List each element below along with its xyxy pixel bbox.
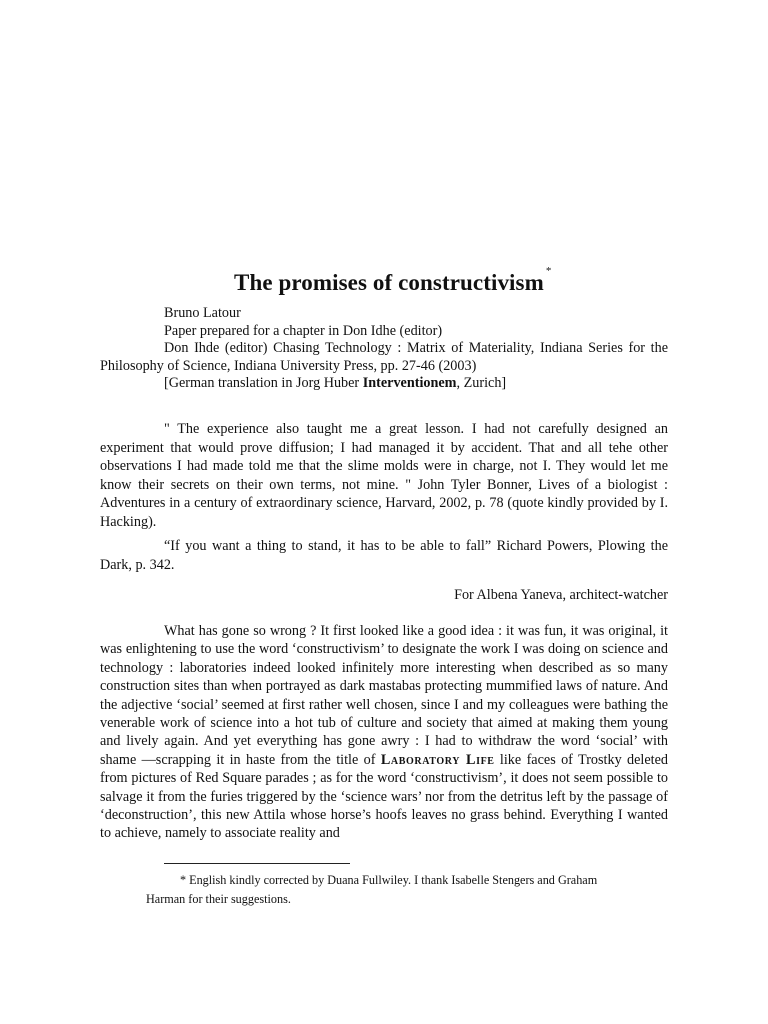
citation-line: Don Ihde (editor) Chasing Technology : Matrix of Materiality, Indiana Series for the Philosophy of Science, Indiana University Press, pp. 27-46 (2003) <box>100 340 668 374</box>
paper-title <box>234 265 552 296</box>
epigraph-bonner <box>100 420 668 532</box>
epigraph-powers-text: “If you want a thing to stand, it has to be able to fall” Richard Powers, Plowing the Dark, p. 342. <box>100 538 668 573</box>
epigraph-bonner-text: " The experience also taught me a great lesson. I had not carefully designed an experiment that would prove diffusion; I had managed it by accident. That and all tehe other observations I had made told me that the slime molds were in charge, not I. They would let me know their secrets on their own terms, not mine. " John Tyler Bonner, Lives of a biologist : Adventures in a century of extraordinary science, Harvard, 2002, p. 78 (quote kindly provided by I. Hacking). <box>100 421 668 530</box>
translation-suffix: , Zurich] <box>456 375 507 391</box>
footnote-separator <box>164 863 350 864</box>
paper-metadata <box>100 305 668 393</box>
translation-prefix: [German translation in Jorg Huber <box>164 375 363 391</box>
epigraph-powers <box>100 537 668 574</box>
body-text-part-1: What has gone so wrong ? It first looked like a good idea : it was fun, it was original, it was enlightening to use the word ‘constructivism’ to designate the work I was doing on science and technology : laboratories indeed looked infinitely more interesting when described as so many construction sites than when portrayed as dark mastabas protecting mummified laws of nature. And the adjective ‘social’ seemed at first rather well chosen, since I and my colleagues were bathing the venerable work of science into a hot tub of culture and society that aimed at making them young and lively again. And yet everything has gone awry : I had to withdraw the word ‘social’ with shame —scrapping it in haste from the title of <box>100 623 668 768</box>
author-line: Bruno Latour <box>164 305 241 321</box>
chapter-note: Paper prepared for a chapter in Don Idhe (editor) <box>164 322 443 339</box>
footnote-text: * English kindly corrected by Duana Fullwiley. I thank Isabelle Stengers and Graham Harman for their suggestions. <box>146 873 598 906</box>
dedication: For Albena Yaneva, architect-watcher <box>454 587 668 603</box>
body-paragraph <box>100 622 668 843</box>
footnote <box>146 871 626 908</box>
book-title-laboratory-life: Laboratory Life <box>380 751 495 768</box>
translation-line <box>100 375 668 393</box>
title-footnote-marker: * <box>545 265 552 277</box>
body-text-part-2: like faces of Trostky deleted from pictures of Red Square parades ; as for the word ‘constructivism’, it does not seem possible to salvage it from the furies triggered by the ‘science wars’ nor from the detritus left by the passage of ‘deconstruction’, this new Attila whose horse’s hoofs leaves no grass behind. Everything I wanted to achieve, namely to associate reality and <box>100 751 668 842</box>
body-paragraph-text <box>100 622 668 843</box>
translation-title: Interventionem <box>362 375 457 391</box>
paper-title-text: The promises of constructivism <box>234 270 544 295</box>
